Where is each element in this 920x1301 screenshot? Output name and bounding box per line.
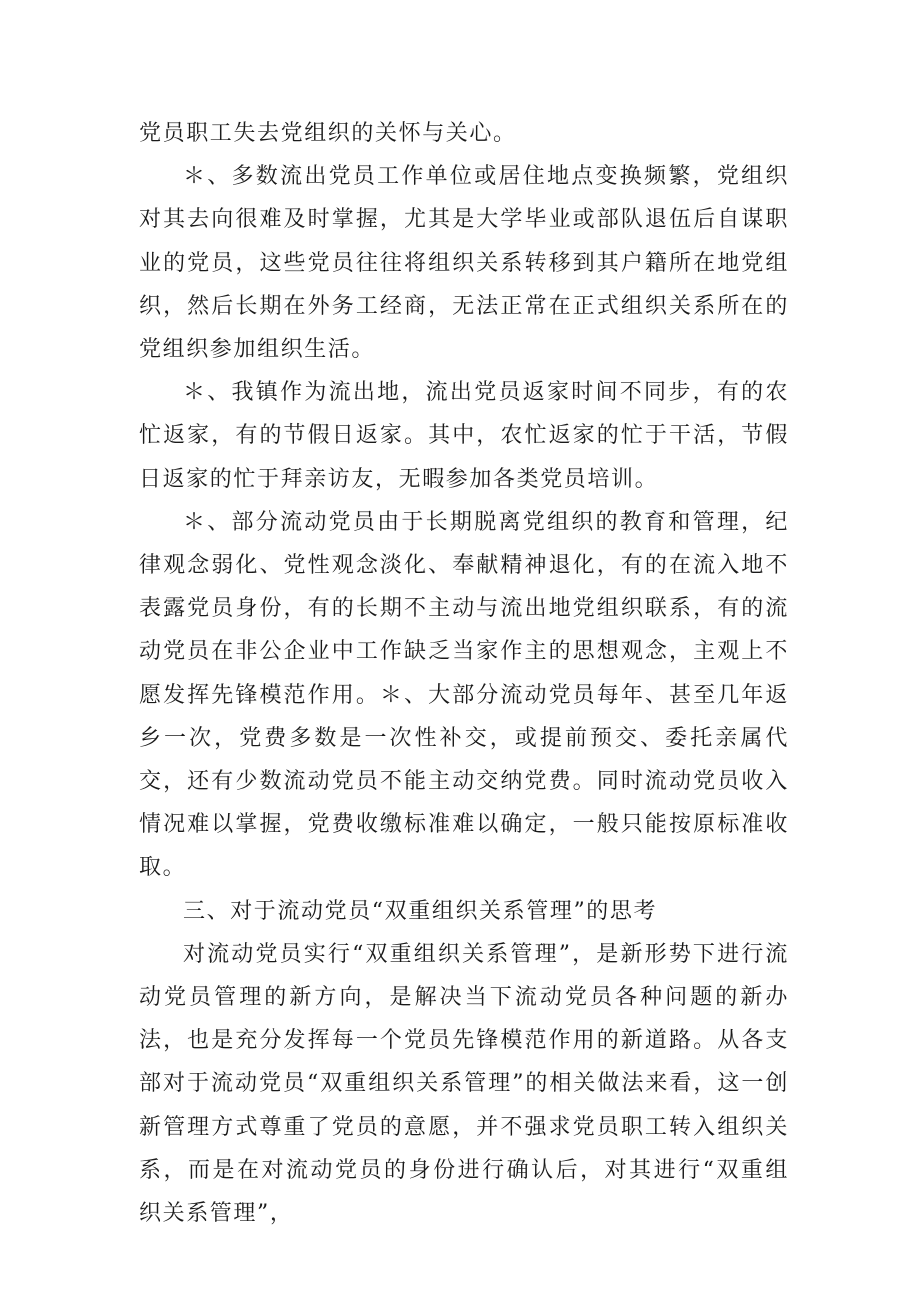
section-heading-three: 三、对于流动党员“双重组织关系管理”的思考 bbox=[183, 898, 658, 924]
paragraph-continuation: 党员职工失去党组织的关怀与关心。 bbox=[139, 121, 517, 146]
paragraph-discipline-dues: ＊、部分流动党员由于长期脱离党组织的教育和管理，纪律观念弱化、党性观念淡化、奉献精神退化，有的在流入地不表露党员身份，有的长期不主动与流出地党组织联系，有的流动党员在非公企业中工作缺乏当家作主的思想观念，主观上不愿发挥先锋模范作用。＊、大部分流动党员每年、甚至几年返乡一次，党费多数是一次性补交，或提前预交、委托亲属代交，还有少数流动党员不能主动交纳党费。同时流动党员收入情况难以掌握，党费收缴标准难以确定，一般只能按原标准收取。 bbox=[139, 509, 789, 881]
paragraph-dual-management: 对流动党员实行“双重组织关系管理”，是新形势下进行流动党员管理的新方向，是解决当下流动党员各种问题的新办法，也是充分发挥每一个党员先锋模范作用的新道路。从各支部对于流动党员“双重组织关系管理”的相关做法来看，这一创新管理方式尊重了党员的意愿，并不强求党员职工转入组织关系，而是在对流动党员的身份进行确认后，对其进行“双重组织关系管理”， bbox=[139, 941, 789, 1227]
paragraph-return-time: ＊、我镇作为流出地，流出党员返家时间不同步，有的农忙返家，有的节假日返家。其中，农忙返家的忙于干活，节假日返家的忙于拜亲访友，无暇参加各类党员培训。 bbox=[139, 380, 789, 492]
paragraph-location-change: ＊、多数流出党员工作单位或居住地点变换频繁，党组织对其去向很难及时掌握，尤其是大学毕业或部队退伍后自谋职业的党员，这些党员往往将组织关系转移到其户籍所在地党组织，然后长期在外务工经商，无法正常在正式组织关系所在的党组织参加组织生活。 bbox=[139, 164, 789, 363]
document-body bbox=[139, 112, 789, 1235]
